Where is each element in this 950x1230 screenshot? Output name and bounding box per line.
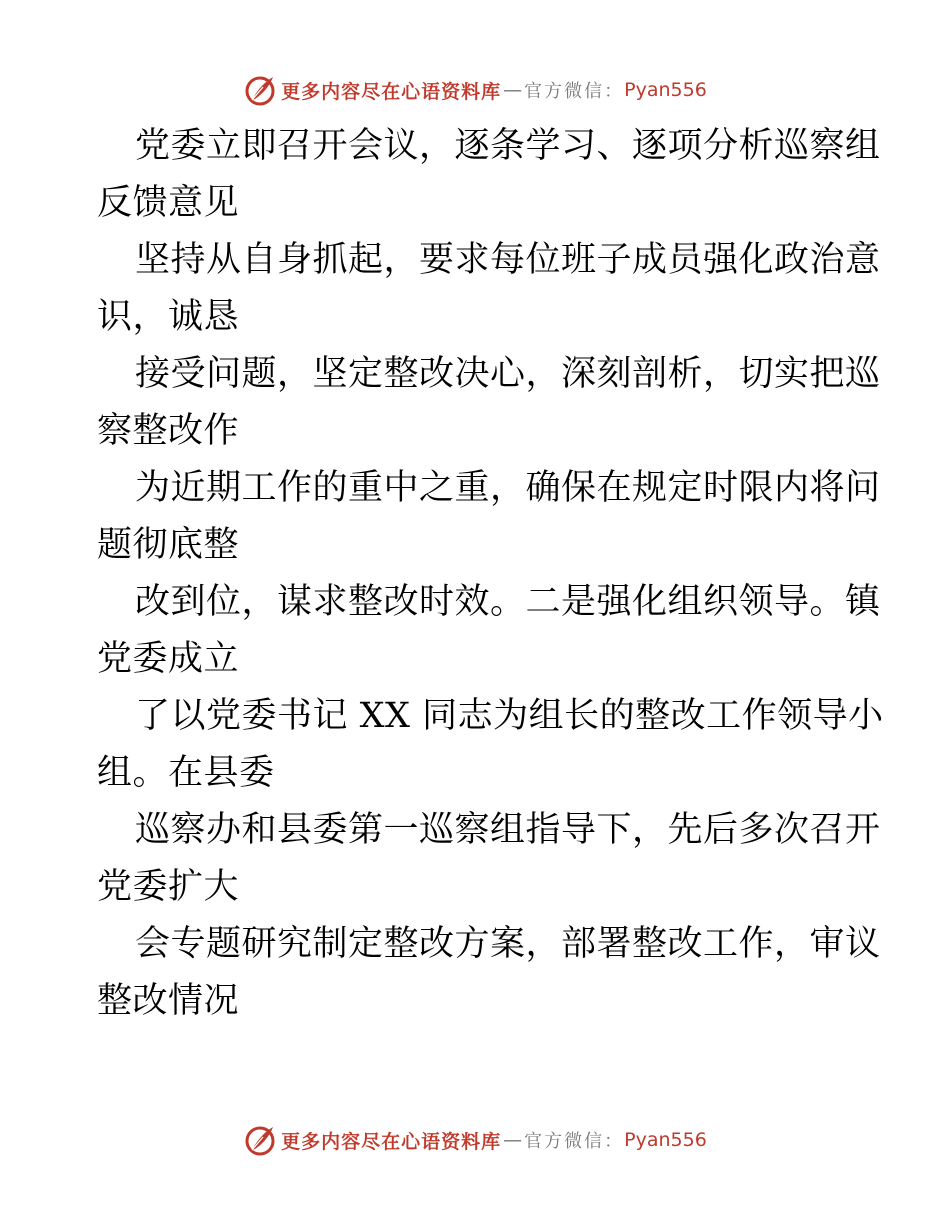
paragraph-line: 了以党委书记 XX 同志为组长的整改工作领导小	[135, 696, 884, 736]
paragraph-line: 党委立即召开会议，逐条学习、逐项分析巡察组	[135, 126, 881, 166]
paragraph-line: 巡察办和县委第一巡察组指导下，先后多次召开	[135, 810, 881, 850]
footer-separator: —	[503, 1129, 523, 1151]
footer-brand-text: 更多内容尽在心语资料库	[281, 1130, 502, 1153]
paragraph-line: 会专题研究制定整改方案，部署整改工作，审议	[135, 924, 881, 964]
header-wechat-id: Pyan556	[624, 79, 707, 101]
feather-pen-logo-icon	[243, 1123, 277, 1157]
paragraph-line: 为近期工作的重中之重，确保在规定时限内将问	[135, 468, 881, 508]
paragraph-line: 改到位，谋求整改时效。二是强化组织领导。镇	[135, 582, 881, 622]
paragraph-line-continuation: 察整改作	[97, 411, 240, 451]
paragraph-line-continuation: 题彻底整	[97, 525, 240, 565]
paragraph-line-continuation: 党委成立	[97, 639, 240, 679]
document-body	[97, 118, 884, 1030]
paragraph-line-continuation: 组。在县委	[97, 753, 275, 793]
paragraph-line-continuation: 整改情况	[97, 981, 240, 1021]
header-banner	[0, 70, 950, 110]
paragraph-line-continuation: 党委扩大	[97, 867, 240, 907]
header-brand-text: 更多内容尽在心语资料库	[281, 80, 502, 103]
footer-wechat-id: Pyan556	[624, 1129, 707, 1151]
footer-banner	[0, 1120, 950, 1160]
header-separator: —	[503, 79, 523, 101]
paragraph-line: 坚持从自身抓起，要求每位班子成员强化政治意	[135, 240, 881, 280]
paragraph-line-continuation: 反馈意见	[97, 183, 240, 223]
header-wechat-label: 官方微信：	[524, 81, 625, 102]
footer-wechat-label: 官方微信：	[524, 1131, 625, 1152]
feather-pen-logo-icon	[243, 73, 277, 107]
paragraph-line: 接受问题，坚定整改决心，深刻剖析，切实把巡	[135, 354, 881, 394]
paragraph-line-continuation: 识，诚恳	[97, 297, 240, 337]
